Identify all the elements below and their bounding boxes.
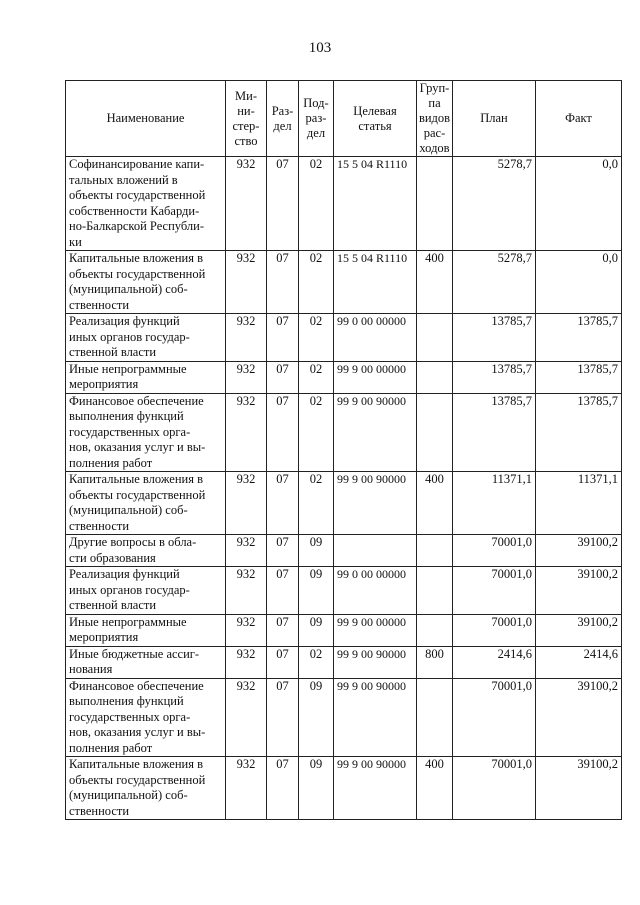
page-number: 103 (308, 40, 332, 56)
cell-fact: 39100,2 (536, 567, 622, 615)
cell-section: 07 (267, 157, 299, 251)
cell-ministry: 932 (226, 361, 267, 393)
cell-ministry: 932 (226, 393, 267, 472)
table-row (66, 678, 622, 757)
cell-group (417, 393, 453, 472)
cell-plan: 13785,7 (453, 393, 536, 472)
header-plan: План (453, 81, 536, 157)
table-row (66, 646, 622, 678)
table-body (66, 157, 622, 820)
cell-name: Капитальные вложения в объекты государственной (муниципальной) соб- ственности (66, 757, 226, 820)
cell-plan: 70001,0 (453, 757, 536, 820)
cell-target: 99 9 00 90000 (334, 646, 417, 678)
cell-group (417, 535, 453, 567)
cell-section: 07 (267, 567, 299, 615)
cell-target: 99 9 00 90000 (334, 757, 417, 820)
cell-target: 99 9 00 90000 (334, 678, 417, 757)
cell-target: 99 9 00 00000 (334, 614, 417, 646)
cell-subsection: 09 (299, 535, 334, 567)
cell-section: 07 (267, 646, 299, 678)
cell-group: 400 (417, 472, 453, 535)
cell-section: 07 (267, 535, 299, 567)
cell-name: Реализация функций иных органов государ- ственной власти (66, 314, 226, 362)
cell-subsection: 02 (299, 251, 334, 314)
cell-subsection: 09 (299, 678, 334, 757)
cell-target: 99 9 00 00000 (334, 361, 417, 393)
cell-group (417, 157, 453, 251)
cell-group: 400 (417, 251, 453, 314)
cell-subsection: 09 (299, 614, 334, 646)
header-name: Наименование (66, 81, 226, 157)
cell-ministry: 932 (226, 535, 267, 567)
cell-plan: 70001,0 (453, 678, 536, 757)
cell-target: 99 9 00 90000 (334, 393, 417, 472)
cell-name: Иные бюджетные ассиг- нования (66, 646, 226, 678)
cell-ministry: 932 (226, 614, 267, 646)
table-row (66, 614, 622, 646)
cell-group (417, 361, 453, 393)
cell-plan: 11371,1 (453, 472, 536, 535)
cell-ministry: 932 (226, 567, 267, 615)
header-section: Раз- дел (267, 81, 299, 157)
cell-subsection: 09 (299, 567, 334, 615)
cell-fact: 0,0 (536, 157, 622, 251)
cell-name: Капитальные вложения в объекты государственной (муниципальной) соб- ственности (66, 251, 226, 314)
header-target: Целевая статья (334, 81, 417, 157)
budget-table (65, 80, 622, 820)
table-row (66, 251, 622, 314)
cell-name: Финансовое обеспечение выполнения функций государственных орга- нов, оказания услуг и вы- полнения работ (66, 678, 226, 757)
cell-name: Реализация функций иных органов государ- ственной власти (66, 567, 226, 615)
cell-subsection: 02 (299, 361, 334, 393)
cell-section: 07 (267, 314, 299, 362)
table-row (66, 567, 622, 615)
cell-target: 15 5 04 R1110 (334, 251, 417, 314)
cell-fact: 39100,2 (536, 614, 622, 646)
cell-plan: 70001,0 (453, 535, 536, 567)
cell-target: 15 5 04 R1110 (334, 157, 417, 251)
cell-name: Иные непрограммные мероприятия (66, 614, 226, 646)
cell-fact: 39100,2 (536, 757, 622, 820)
table-row (66, 472, 622, 535)
cell-name: Финансовое обеспечение выполнения функций государственных орга- нов, оказания услуг и вы- полнения работ (66, 393, 226, 472)
cell-section: 07 (267, 678, 299, 757)
table-row (66, 314, 622, 362)
cell-plan: 5278,7 (453, 251, 536, 314)
cell-subsection: 09 (299, 757, 334, 820)
cell-group (417, 614, 453, 646)
cell-name: Иные непрограммные мероприятия (66, 361, 226, 393)
cell-plan: 70001,0 (453, 567, 536, 615)
cell-group (417, 314, 453, 362)
table-row (66, 535, 622, 567)
cell-subsection: 02 (299, 393, 334, 472)
cell-ministry: 932 (226, 646, 267, 678)
cell-name: Другие вопросы в обла- сти образования (66, 535, 226, 567)
cell-plan: 13785,7 (453, 361, 536, 393)
cell-fact: 39100,2 (536, 678, 622, 757)
cell-fact: 0,0 (536, 251, 622, 314)
cell-group (417, 678, 453, 757)
cell-target (334, 535, 417, 567)
cell-group (417, 567, 453, 615)
cell-subsection: 02 (299, 157, 334, 251)
cell-name: Софинансирование капи- тальных вложений в объекты государственной собственности Кабарди- но-Балкарской Республи- ки (66, 157, 226, 251)
table-row (66, 361, 622, 393)
cell-section: 07 (267, 251, 299, 314)
cell-ministry: 932 (226, 157, 267, 251)
cell-plan: 13785,7 (453, 314, 536, 362)
cell-ministry: 932 (226, 251, 267, 314)
cell-fact: 2414,6 (536, 646, 622, 678)
cell-fact: 13785,7 (536, 393, 622, 472)
table-header-row (66, 81, 622, 157)
header-subsection: Под- раз- дел (299, 81, 334, 157)
cell-plan: 70001,0 (453, 614, 536, 646)
cell-target: 99 0 00 00000 (334, 314, 417, 362)
cell-group: 800 (417, 646, 453, 678)
table-row (66, 393, 622, 472)
cell-ministry: 932 (226, 678, 267, 757)
cell-subsection: 02 (299, 314, 334, 362)
cell-fact: 39100,2 (536, 535, 622, 567)
header-group: Груп- па видов рас- ходов (417, 81, 453, 157)
cell-group: 400 (417, 757, 453, 820)
table-row (66, 157, 622, 251)
cell-section: 07 (267, 393, 299, 472)
cell-section: 07 (267, 614, 299, 646)
cell-section: 07 (267, 361, 299, 393)
header-fact: Факт (536, 81, 622, 157)
cell-target: 99 0 00 00000 (334, 567, 417, 615)
cell-fact: 11371,1 (536, 472, 622, 535)
cell-name: Капитальные вложения в объекты государственной (муниципальной) соб- ственности (66, 472, 226, 535)
cell-ministry: 932 (226, 314, 267, 362)
table-row (66, 757, 622, 820)
cell-subsection: 02 (299, 472, 334, 535)
cell-plan: 2414,6 (453, 646, 536, 678)
header-ministry: Ми- ни- стер- ство (226, 81, 267, 157)
cell-fact: 13785,7 (536, 314, 622, 362)
cell-target: 99 9 00 90000 (334, 472, 417, 535)
cell-ministry: 932 (226, 757, 267, 820)
cell-plan: 5278,7 (453, 157, 536, 251)
cell-section: 07 (267, 472, 299, 535)
cell-subsection: 02 (299, 646, 334, 678)
cell-section: 07 (267, 757, 299, 820)
cell-fact: 13785,7 (536, 361, 622, 393)
cell-ministry: 932 (226, 472, 267, 535)
